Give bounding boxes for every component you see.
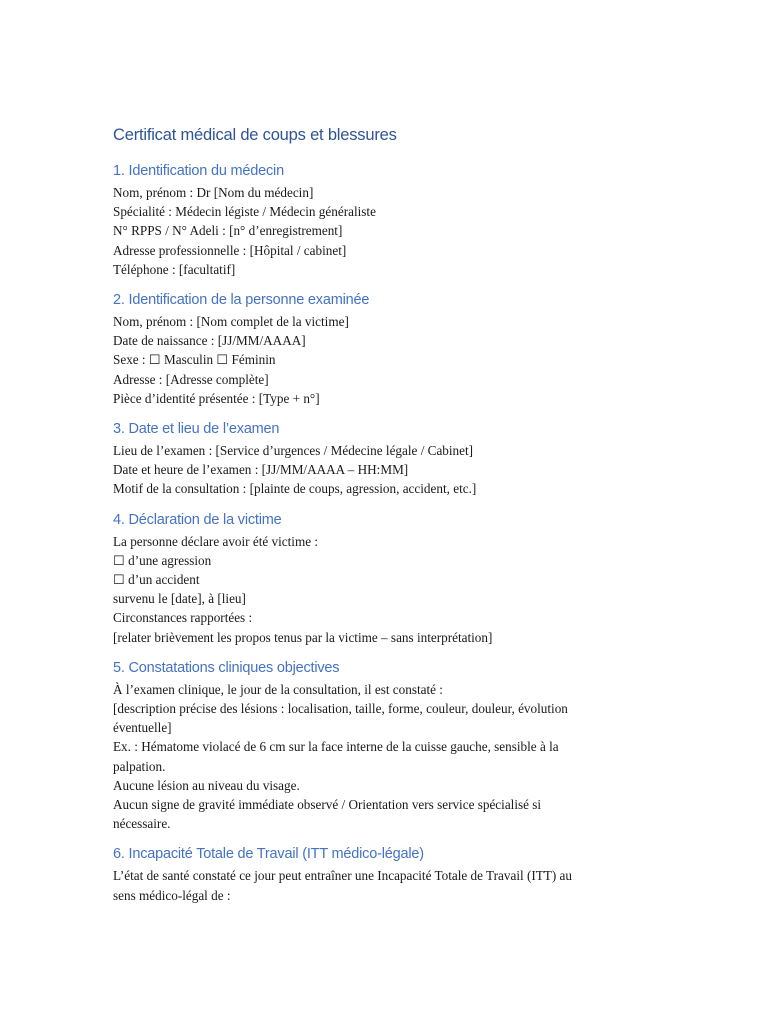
section-declaration xyxy=(113,510,653,647)
checkbox-line: ☐ d’un accident xyxy=(113,572,200,588)
field-line: [description précise des lésions : localisation, taille, forme, couleur, douleur, évolution xyxy=(113,701,568,717)
section-heading: 6. Incapacité Totale de Travail (ITT médico-légale) xyxy=(113,846,424,863)
section-heading: 1. Identification du médecin xyxy=(113,163,284,179)
field-line: Téléphone : [facultatif] xyxy=(113,261,236,277)
field-line: À l’examen clinique, le jour de la consultation, il est constaté : xyxy=(113,681,443,697)
field-line: Adresse professionnelle : [Hôpital / cabinet] xyxy=(113,242,347,258)
section-heading: 4. Déclaration de la victime xyxy=(113,511,282,528)
field-line: Spécialité : Médecin légiste / Médecin généraliste xyxy=(113,204,376,220)
field-line: N° RPPS / N° Adeli : [n° d’enregistrement] xyxy=(113,223,343,239)
field-line: Aucune lésion au niveau du visage. xyxy=(113,777,300,793)
document-page xyxy=(113,124,653,916)
section-heading: 3. Date et lieu de l’examen xyxy=(113,421,280,438)
field-line: Date de naissance : [JJ/MM/AAAA] xyxy=(113,333,306,349)
field-line: [relater brièvement les propos tenus par la victime – sans interprétation] xyxy=(113,629,493,645)
section-heading: 2. Identification de la personne examinée xyxy=(113,292,370,309)
section-medecin xyxy=(113,161,653,279)
field-line: Adresse : [Adresse complète] xyxy=(113,371,269,387)
section-itt xyxy=(113,844,653,904)
section-personne xyxy=(113,290,653,408)
document-title: Certificat médical de coups et blessures xyxy=(113,126,397,144)
section-examen xyxy=(113,419,653,499)
field-line: palpation. xyxy=(113,758,166,774)
field-line: sens médico-légal de : xyxy=(113,887,231,903)
section-heading: 5. Constatations cliniques objectives xyxy=(113,659,340,676)
field-line: Aucun signe de gravité immédiate observé / Orientation vers service spécialisé si xyxy=(113,797,542,813)
field-line: Circonstances rapportées : xyxy=(113,610,253,626)
field-line: survenu le [date], à [lieu] xyxy=(113,591,246,607)
field-line: Date et heure de l’examen : [JJ/MM/AAAA – HH:MM] xyxy=(113,462,409,478)
field-line: Pièce d’identité présentée : [Type + n°] xyxy=(113,390,320,406)
field-line: nécessaire. xyxy=(113,816,171,832)
checkbox-line: ☐ d’une agression xyxy=(113,552,212,568)
field-line: Nom, prénom : [Nom complet de la victime] xyxy=(113,314,349,330)
section-constatations xyxy=(113,658,653,834)
field-line: Nom, prénom : Dr [Nom du médecin] xyxy=(113,185,314,200)
field-line: Motif de la consultation : [plainte de coups, agression, accident, etc.] xyxy=(113,481,477,497)
field-line: éventuelle] xyxy=(113,720,172,736)
field-line: Ex. : Hématome violacé de 6 cm sur la face interne de la cuisse gauche, sensible à la xyxy=(113,739,559,755)
field-line: La personne déclare avoir été victime : xyxy=(113,533,319,549)
field-line: Sexe : ☐ Masculin ☐ Féminin xyxy=(113,352,276,368)
field-line: L’état de santé constaté ce jour peut entraîner une Incapacité Totale de Travail (ITT) au xyxy=(113,868,572,884)
field-line: Lieu de l’examen : [Service d’urgences / Médecine légale / Cabinet] xyxy=(113,443,474,459)
